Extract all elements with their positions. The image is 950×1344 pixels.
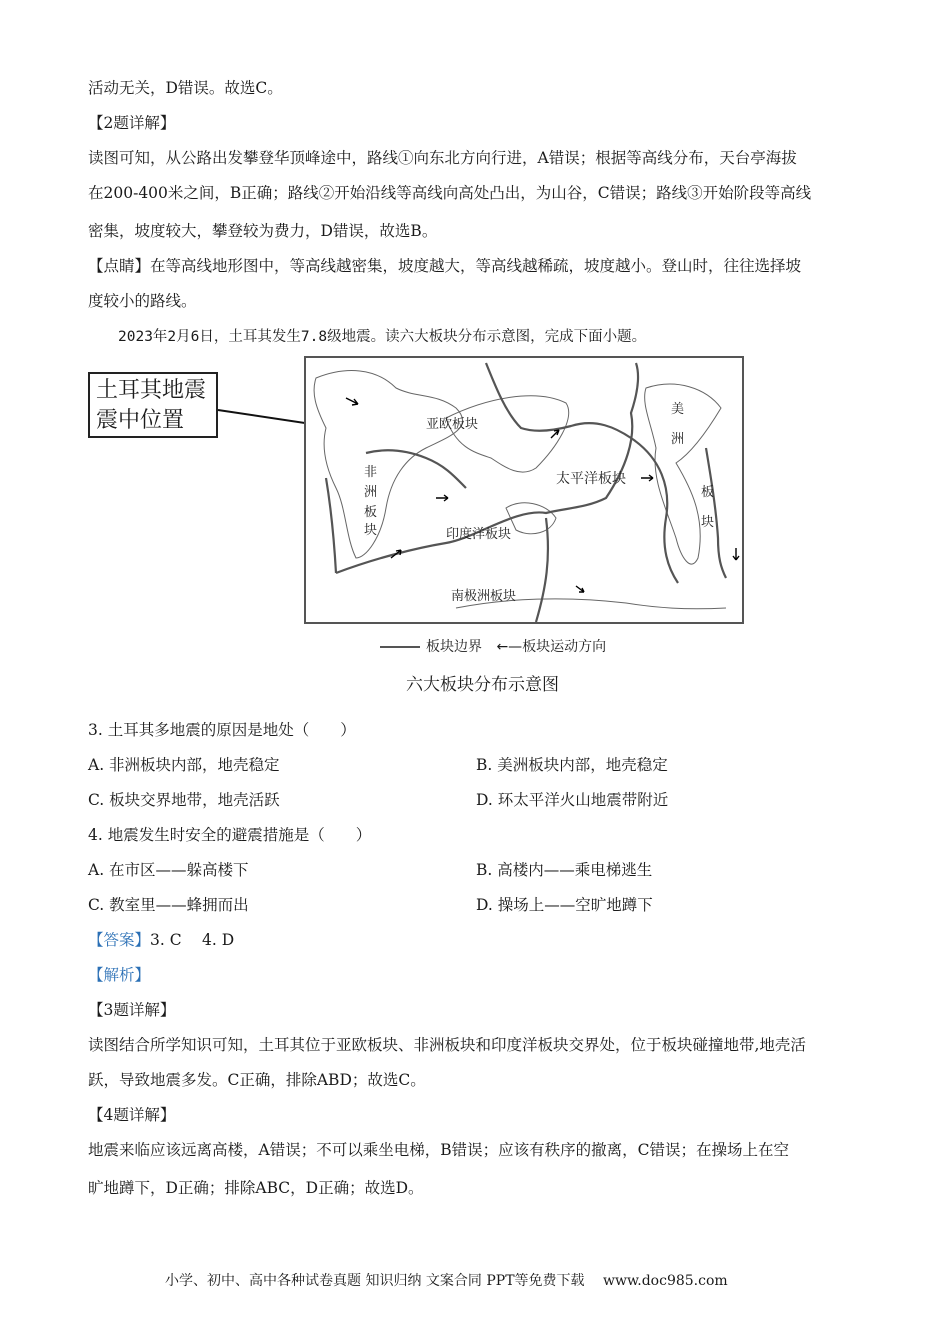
tip-paragraph [88,256,801,276]
option-4c: C. 教室里——蜂拥而出 [88,896,249,914]
footer-url[interactable]: www.doc985.com [602,1273,728,1289]
text-line: 度较小的路线。 [88,292,197,310]
option-3b: B. 美洲板块内部，地壳稳定 [476,756,668,774]
map-legend [380,636,606,656]
label-antarctic: 南极洲板块 [451,589,517,604]
section-heading: 【2题详解】 [88,114,176,132]
footer-text: 小学、初中、高中各种试卷真题 知识归纳 文案合同 PPT等免费下载 [165,1273,585,1289]
boundary-line-swatch [380,646,420,648]
label-america-4: 块 [701,515,715,530]
detail-4-line-2: 旷地蹲下，D正确；排除ABC，D正确；故选D。 [88,1179,424,1197]
option-4b: B. 高楼内——乘电梯逃生 [476,861,653,879]
callout-line-1: 土耳其地震 [96,378,207,403]
question-3: 3. 土耳其多地震的原因是地处（ ） [88,721,356,739]
plate-map-figure [88,352,868,712]
text-line: 在200-400米之间，B正确；路线②开始沿线等高线向高处凸出，为山谷，C错误；路线③开始阶段等高线 [88,184,812,202]
detail-3-line-2: 跃，导致地震多发。C正确，排除ABD；故选C。 [88,1071,426,1089]
legend-boundary: 板块边界 [426,639,482,655]
label-africa-1: 非 [364,465,378,480]
label-america-2: 洲 [671,432,685,447]
text-line: 密集，坡度较大，攀登较为费力，D错误，故选B。 [88,222,438,240]
option-3c: C. 板块交界地带，地壳活跃 [88,791,280,809]
label-america-1: 美 [671,402,685,417]
text-line: 活动无关，D错误。故选C。 [88,79,283,97]
map-drawing [306,358,742,622]
label-africa-3: 板 [364,505,378,520]
answer-text: 3. C 4. D [150,931,235,949]
label-eurasia: 亚欧板块 [426,417,479,432]
label-africa-4: 块 [364,523,378,538]
page-footer [165,1270,728,1290]
world-map [304,356,744,624]
label-indian: 印度洋板块 [446,527,512,542]
option-3a: A. 非洲板块内部，地壳稳定 [88,756,280,774]
tip-tag: 【点睛】 [88,257,151,275]
detail-3-title: 【3题详解】 [88,1001,176,1019]
option-4d: D. 操场上——空旷地蹲下 [476,896,653,914]
detail-4-line-1: 地震来临应该远离高楼，A错误；不可以乘坐电梯，B错误；应该有秩序的撤离，C错误；在操场上在空 [88,1141,789,1159]
detail-3-line-1: 读图结合所学知识可知，土耳其位于亚欧板块、非洲板块和印度洋板块交界处，位于板块碰撞地带,地壳活 [88,1036,806,1054]
label-africa-2: 洲 [364,485,378,500]
detail-4-title: 【4题详解】 [88,1106,176,1124]
text-line: 读图可知，从公路出发攀登华顶峰途中，路线①向东北方向行进，A错误；根据等高线分布，天台亭海拔 [88,149,797,167]
option-3d: D. 环太平洋火山地震带附近 [476,791,669,809]
motion-arrows [346,398,739,592]
label-america-3: 板 [701,485,715,500]
answer-tag: 【答案】 [88,931,151,949]
arrow-icon: ←— [496,639,523,655]
plate-boundaries [326,363,726,622]
answer-line [88,930,234,950]
question-4: 4. 地震发生时安全的避震措施是（ ） [88,826,372,844]
label-pacific: 太平洋板块 [556,471,626,487]
legend-motion: 板块运动方向 [522,639,607,655]
tip-text: 在等高线地形图中，等高线越密集，坡度越大，等高线越稀疏，坡度越小。登山时，往往选择坡 [150,257,802,275]
callout-line-2: 震中位置 [96,408,185,433]
figure-caption: 六大板块分布示意图 [406,675,559,695]
analysis-tag: 【解析】 [88,966,151,984]
option-4a: A. 在市区——躲高楼下 [88,861,249,879]
question-intro: 2023年2月6日，土耳其发生7.8级地震。读六大板块分布示意图，完成下面小题。 [118,329,647,345]
